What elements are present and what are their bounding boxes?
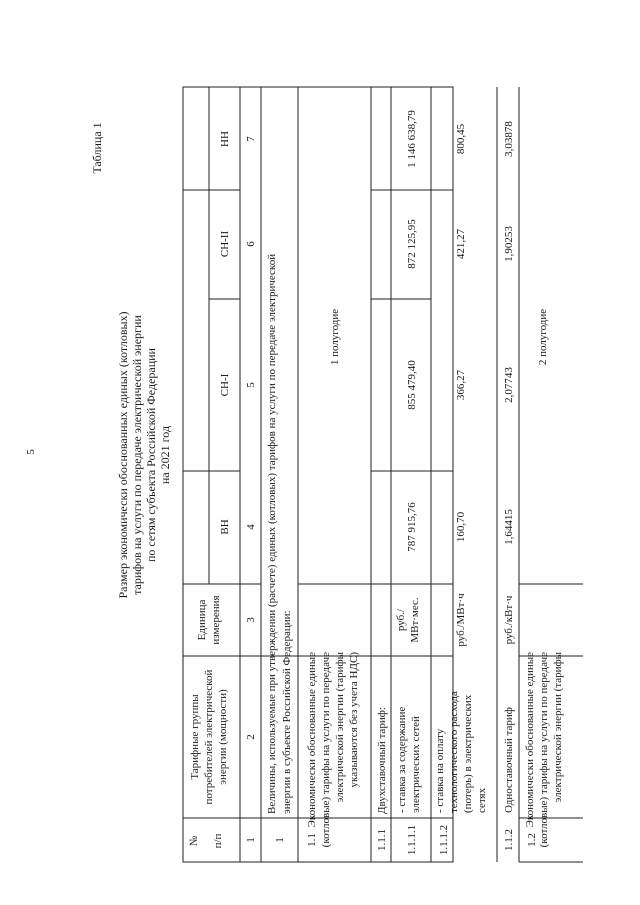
- row-1-text-1: Величины, используемые при утверждении (расчете) единых (котловых) тарифов на услуги по передаче электрической: [266, 253, 278, 814]
- header-sn1: СН-I: [219, 373, 231, 397]
- header-nn: НН: [219, 131, 231, 147]
- row-1-num: 1: [274, 837, 286, 843]
- column-number: 1: [245, 837, 257, 843]
- header-num-1: №: [188, 835, 200, 847]
- row-1-2-num: 1.2: [526, 833, 538, 847]
- value-sn1: 855 479,40: [406, 360, 418, 410]
- value-sn1: 366,27: [455, 369, 467, 401]
- value-vn: 1,64415: [503, 509, 515, 545]
- period-first-half: 1 полугодие: [329, 308, 341, 366]
- title-line-4: на 2021 год: [158, 425, 172, 485]
- row-1-1-1-2-text-1: - ставка на оплату: [434, 728, 446, 813]
- title-line-2: тарифов на услуги по передаче электрической энергии: [130, 315, 144, 595]
- value-vn: 160,70: [455, 511, 467, 543]
- row-1-1-1-text: Двухставочный тариф:: [376, 707, 388, 814]
- table-label: Таблица 1: [90, 122, 104, 174]
- value-vn: 787 915,76: [406, 502, 418, 552]
- row-1-1-2-num: 1.1.2: [503, 829, 515, 851]
- row-1-1-1-2-num: 1.1.1.2: [438, 824, 450, 856]
- row-1-1-1-2-text-3: (потерь) в электрических: [462, 694, 474, 813]
- header-sn2: СН-II: [219, 230, 231, 258]
- value-sn2: 421,27: [455, 228, 467, 260]
- value-sn2: 872 125,95: [406, 219, 418, 269]
- column-number: 5: [245, 382, 257, 388]
- column-number: 4: [245, 524, 257, 530]
- value-sn1: 2,07743: [503, 367, 515, 403]
- row-1-1-num: 1.1: [306, 833, 318, 847]
- row-1-1-2-text: Одноставочный тариф: [503, 707, 515, 813]
- value-nn: 1 146 638,79: [406, 110, 418, 168]
- header-group-2: потребителей электрической: [203, 669, 215, 805]
- header-num-2: п/п: [212, 833, 224, 849]
- header-vn: ВН: [219, 519, 231, 535]
- header-unit-1: Единица: [196, 599, 208, 641]
- row-1-text-2: энергии в субъекте Российской Федерации:: [281, 610, 293, 814]
- row-1-2-text-2: (котловые) тарифы на услуги по передаче: [538, 652, 550, 848]
- row-1-1-text-3: электрической энергии (тарифы: [334, 652, 346, 803]
- title-line-1: Размер экономически обоснованных единых (котловых): [116, 311, 130, 599]
- row-1-1-text-2: (котловые) тарифы на услуги по передаче: [320, 652, 332, 848]
- row-1-1-1-num: 1.1.1: [376, 829, 388, 851]
- value-sn2: 1,90253: [503, 226, 515, 262]
- row-1-1-1-1-num: 1.1.1.1: [406, 824, 418, 856]
- row-1-1-1-1-text-1: - ставка за содержание: [396, 706, 408, 813]
- value-nn: 800,45: [455, 123, 467, 155]
- row-1-1-2-unit: руб./кВт·ч: [503, 595, 515, 645]
- header-group-3: энергии (мощности): [217, 689, 229, 785]
- column-number: 3: [245, 617, 257, 623]
- period-second-half: 2 полугодие: [537, 308, 549, 366]
- header-unit-2: измерения: [210, 595, 222, 645]
- row-1-1-1-2-text-2: технологического расхода: [448, 691, 460, 813]
- row-1-1-1-2-text-4: сетях: [476, 787, 488, 813]
- row-1-1-text-1: Экономически обоснованные единые: [306, 652, 318, 828]
- header-group-1: Тарифные группы: [189, 694, 201, 780]
- column-number: 2: [245, 734, 257, 740]
- column-number: 7: [245, 136, 257, 142]
- table-row-1-1-1: [376, 707, 388, 851]
- page-number: 5: [25, 449, 37, 455]
- row-1-1-1-1-text-2: электрических сетей: [410, 716, 422, 813]
- row-1-1-1-1-unit-2: МВт·мес.: [409, 597, 421, 643]
- row-1-1-1-2-unit: руб./МВт·ч: [455, 593, 467, 647]
- row-1-2-text-3: электрической энергии (тарифы: [552, 652, 564, 803]
- title-line-3: по сетям субъекта Российской Федерации: [144, 348, 158, 562]
- row-1-2-text-1: Экономически обоснованные единые: [524, 652, 536, 828]
- column-number: 6: [245, 241, 257, 247]
- row-1-1-1-1-unit-1: руб./: [395, 608, 407, 632]
- value-nn: 3,03878: [503, 121, 515, 157]
- row-1-1-text-4: указываются без учета НДС): [348, 652, 360, 788]
